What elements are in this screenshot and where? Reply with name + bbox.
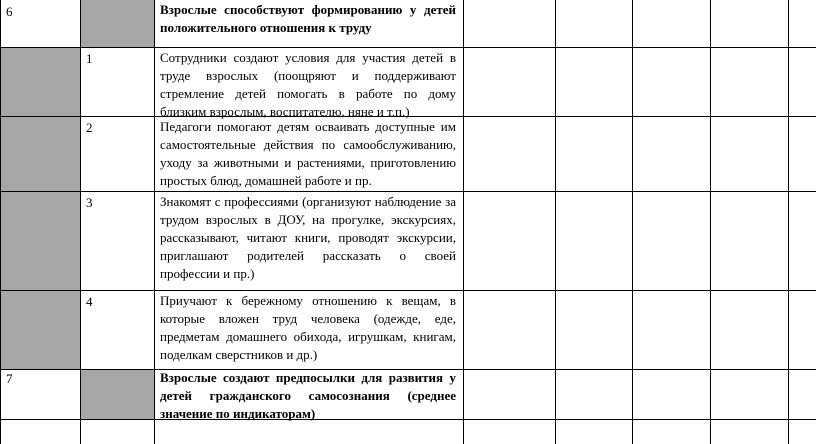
shaded-cell [0, 47, 80, 369]
grid-line [463, 0, 464, 444]
row-number: 6 [6, 4, 13, 19]
grid-line [0, 191, 816, 192]
shaded-cell [80, 369, 154, 419]
row-text: Сотрудники создают условия для участия детей в труде взрослых (поощряют и поддерживают стремление детей помогать в работе по дому близким взрослым, воспитателю, няне и т.п.) [160, 50, 456, 119]
grid-line [0, 290, 816, 291]
subrow-number: 3 [86, 195, 93, 210]
row-text: Знакомят с профессиями (организуют наблюдение за трудом взрослых в ДОУ, на прогулке, экскурсиях, рассказывают, читают книги, проводят экскурсии, приглашают родителей рассказать о своей профессии и пр.) [160, 194, 456, 281]
subrow-number: 1 [86, 51, 93, 66]
row-text: Педагоги помогают детям осваивать доступные им самостоятельные действия по самообслуживанию, уходу за животными и растениями, приготовлению простых блюд, домашней работе и пр. [160, 119, 456, 188]
row-number: 7 [6, 371, 13, 386]
grid-line [788, 0, 789, 444]
row-text: Взрослые создают предпосылки для развития у детей гражданского самосознания (среднее значение по индикаторам) [160, 370, 456, 421]
grid-line [0, 47, 816, 48]
grid-line [555, 0, 556, 444]
grid-line [710, 0, 711, 444]
row-text: Взрослые способствуют формированию у детей положительного отношения к труду [160, 2, 456, 35]
grid-line [0, 0, 1, 444]
row-text: Приучают к бережному отношению к вещам, в которые вложен труд человека (одежде, еде, предметам домашнего обихода, игрушкам, книгам, поделкам сверстников и др.) [160, 293, 456, 362]
shaded-cell [80, 0, 154, 47]
subrow-number: 2 [86, 120, 93, 135]
grid-line [80, 0, 81, 444]
subrow-number: 4 [86, 294, 93, 309]
grid-line [154, 0, 155, 444]
grid-line [632, 0, 633, 444]
